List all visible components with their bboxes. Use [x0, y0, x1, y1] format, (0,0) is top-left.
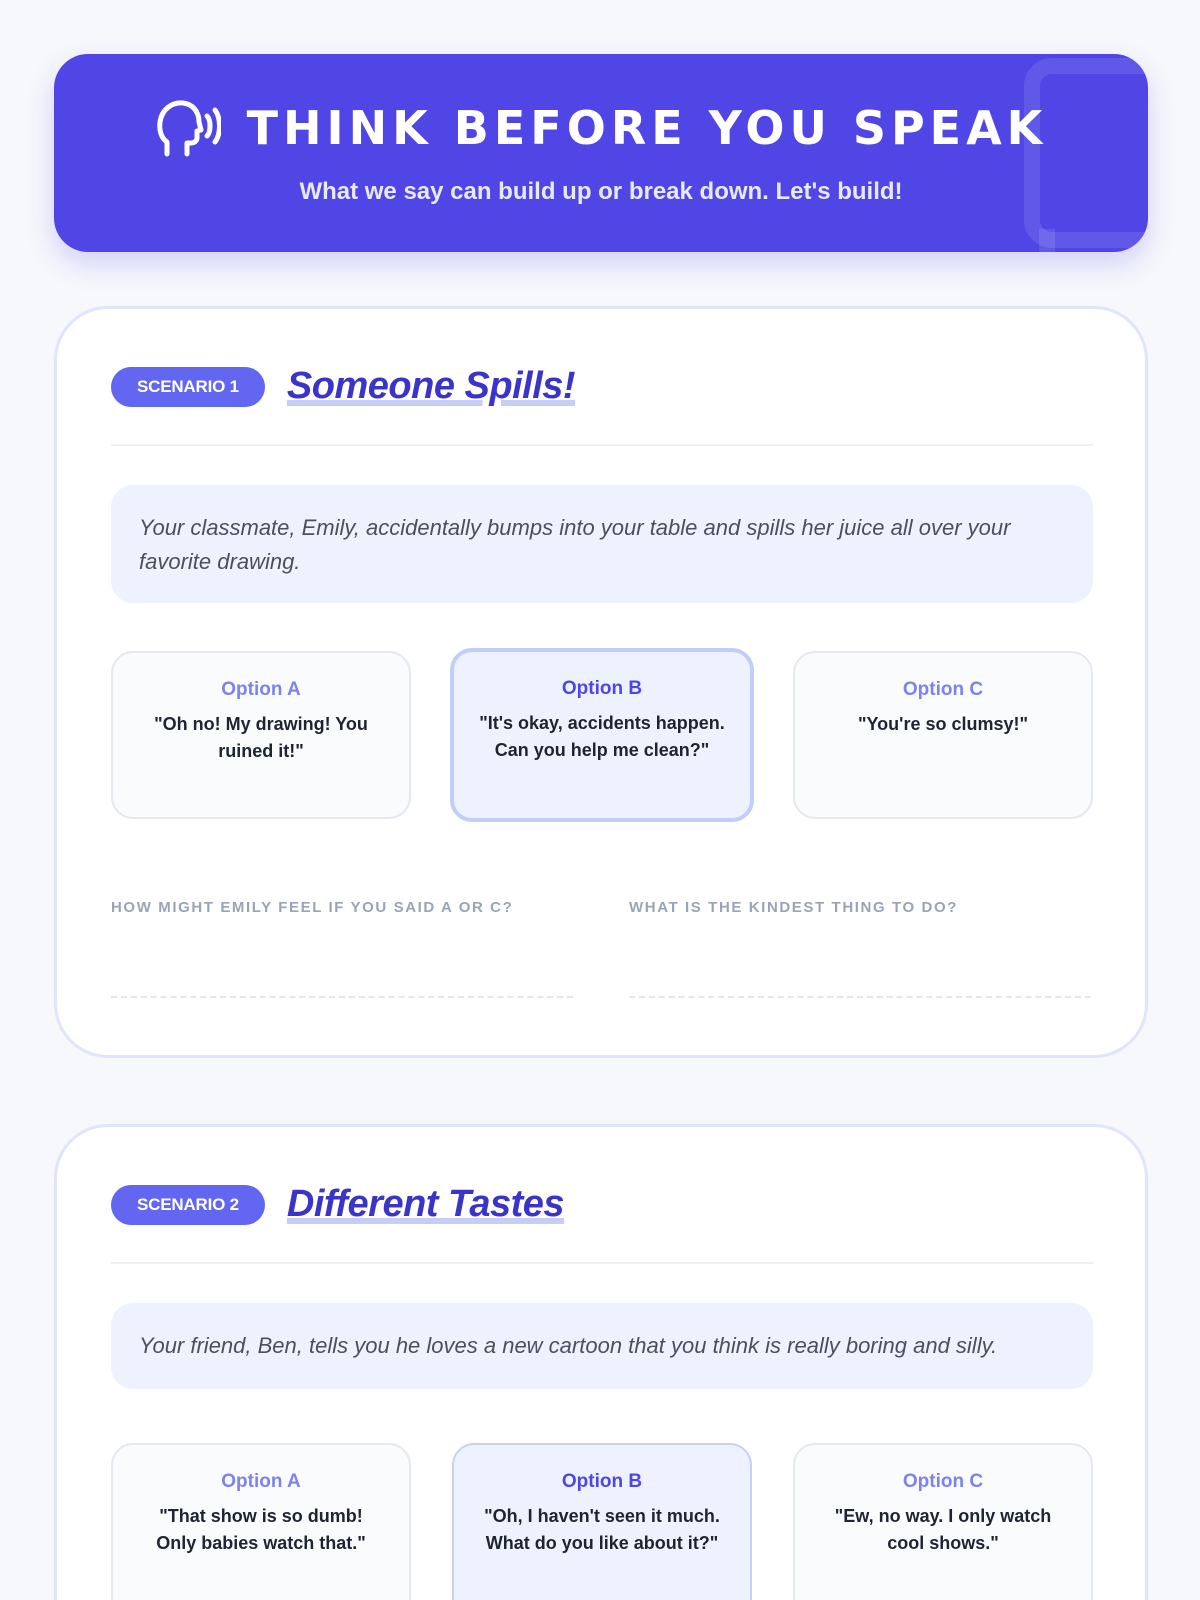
option-label: Option A — [221, 1471, 301, 1492]
option-text: "You're so clumsy!" — [857, 714, 1029, 734]
option-label: Option A — [221, 679, 301, 700]
page-subtitle: What we say can build up or break down. Let's build! — [299, 178, 903, 205]
scenario-header — [111, 365, 575, 408]
option-a-card[interactable] — [111, 1443, 411, 1600]
banner-title-row — [54, 98, 1148, 158]
scenario-card-1 — [54, 306, 1148, 1058]
option-c-card[interactable] — [793, 651, 1093, 819]
option-c-card[interactable] — [793, 1443, 1093, 1600]
option-text: "Oh no! My drawing! You ruined it!" — [154, 714, 368, 761]
question-label: WHAT IS THE KINDEST THING TO DO? — [629, 899, 958, 916]
option-label: Option B — [561, 1471, 643, 1492]
option-label: Option C — [902, 679, 984, 700]
option-text: "It's okay, accidents happen. Can you help me clean?" — [479, 713, 725, 760]
reflection-questions — [111, 899, 1093, 998]
answer-input-line[interactable] — [629, 996, 1091, 998]
header-banner — [54, 54, 1148, 252]
option-list — [111, 651, 1093, 822]
option-label: Option B — [561, 678, 643, 699]
option-a-card[interactable] — [111, 651, 411, 819]
page-title: THINK BEFORE YOU SPEAK — [246, 101, 1048, 155]
option-b-card[interactable] — [450, 648, 754, 822]
option-text: "That show is so dumb! Only babies watch that." — [156, 1506, 366, 1553]
divider — [111, 444, 1093, 446]
option-label: Option C — [902, 1471, 984, 1492]
scenario-badge: SCENARIO 2 — [111, 1185, 265, 1225]
speech-bubble-tail-decoration — [1039, 229, 1079, 252]
option-list — [111, 1443, 1093, 1600]
question-feelings — [111, 899, 573, 998]
option-text: "Oh, I haven't seen it much. What do you like about it?" — [484, 1506, 720, 1553]
question-kindest — [629, 899, 1091, 998]
scenario-title: Someone Spills! — [286, 365, 576, 407]
option-b-card[interactable] — [452, 1443, 752, 1600]
speaking-head-icon — [155, 98, 221, 158]
answer-input-line[interactable] — [111, 996, 573, 998]
divider — [111, 1262, 1093, 1264]
scenario-card-2 — [54, 1124, 1148, 1600]
scenario-badge: SCENARIO 1 — [111, 367, 265, 407]
question-label: HOW MIGHT EMILY FEEL IF YOU SAID A OR C? — [111, 899, 514, 916]
scenario-prompt: Your classmate, Emily, accidentally bumps into your table and spills her juice all over your favorite drawing. — [111, 485, 1093, 603]
option-text: "Ew, no way. I only watch cool shows." — [834, 1506, 1052, 1553]
scenario-title: Different Tastes — [286, 1183, 565, 1225]
scenario-header — [111, 1183, 564, 1226]
scenario-prompt: Your friend, Ben, tells you he loves a new cartoon that you think is really boring and silly. — [111, 1303, 1093, 1389]
